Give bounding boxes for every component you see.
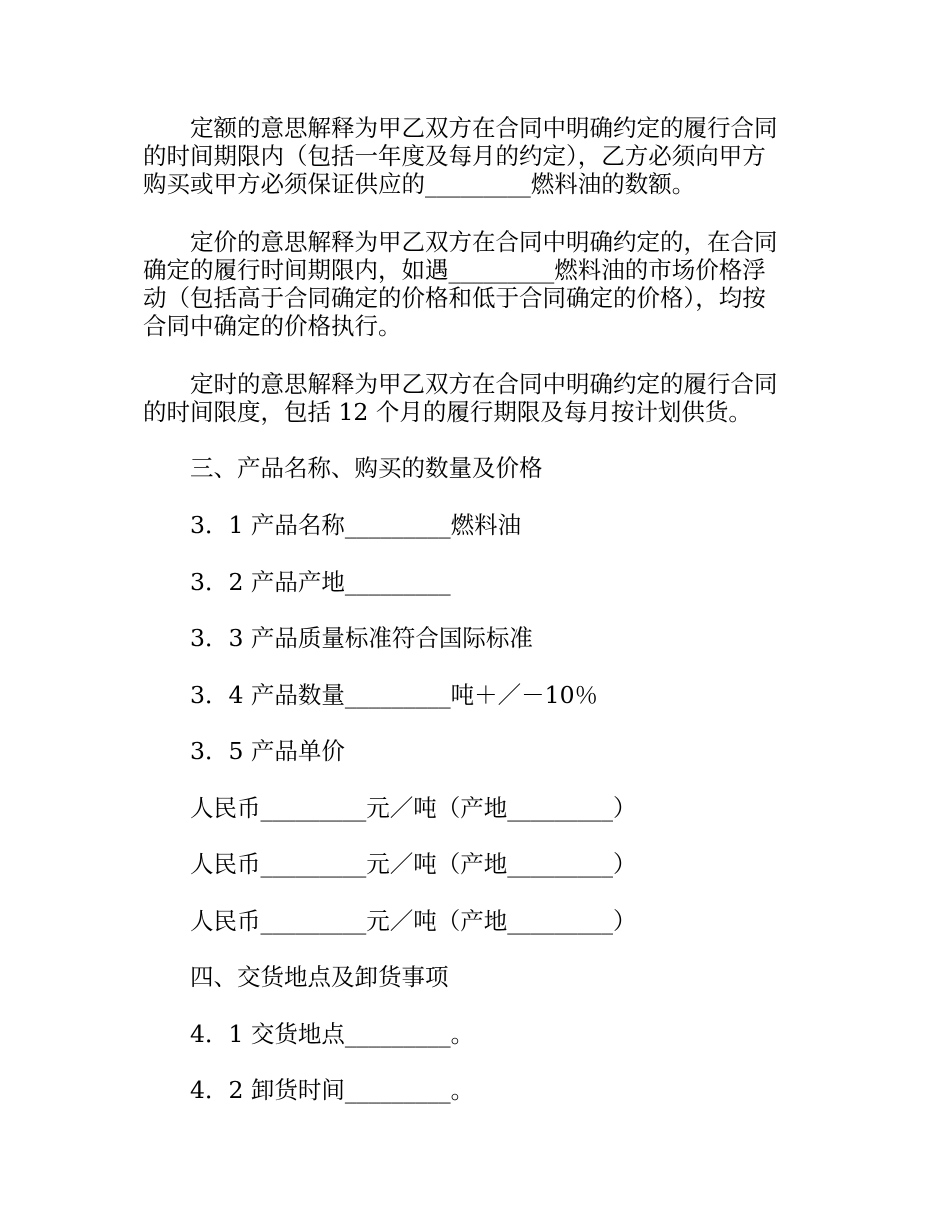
clause-quality-standard: 3．3 产品质量标准符合国际标准 bbox=[190, 624, 533, 652]
paragraph-line: 确定的履行时间期限内，如遇_________燃料油的市场价格浮 bbox=[143, 256, 766, 284]
clause-product-quantity: 3．4 产品数量_________吨＋／－10％ bbox=[190, 681, 599, 709]
clause-product-origin: 3．2 产品产地_________ bbox=[190, 568, 451, 596]
clause-product-name: 3．1 产品名称_________燃料油 bbox=[190, 511, 522, 539]
paragraph-line: 购买或甲方必须保证供应的_________燃料油的数额。 bbox=[143, 170, 696, 198]
price-line-rmb: 人民币_________元／吨（产地_________） bbox=[190, 907, 637, 935]
clause-unit-price: 3．5 产品单价 bbox=[190, 737, 345, 765]
paragraph-line: 的时间期限内（包括一年度及每月的约定），乙方必须向甲方 bbox=[143, 142, 766, 170]
paragraph-quota-definition bbox=[143, 114, 813, 198]
paragraph-line: 合同中确定的价格执行。 bbox=[143, 312, 402, 340]
price-line-rmb: 人民币_________元／吨（产地_________） bbox=[190, 794, 637, 822]
paragraph-line: 定价的意思解释为甲乙双方在合同中明确约定的，在合同 bbox=[190, 228, 778, 256]
section-heading-delivery: 四、交货地点及卸货事项 bbox=[190, 963, 449, 991]
paragraph-line: 动（包括高于合同确定的价格和低于合同确定的价格），均按 bbox=[143, 284, 766, 312]
clause-unloading-time: 4．2 卸货时间_________。 bbox=[190, 1076, 475, 1104]
price-line-rmb: 人民币_________元／吨（产地_________） bbox=[190, 850, 637, 878]
paragraph-line: 的时间限度，包括 12 个月的履行期限及每月按计划供货。 bbox=[143, 398, 752, 426]
clause-delivery-location: 4．1 交货地点_________。 bbox=[190, 1020, 475, 1048]
section-heading-product: 三、产品名称、购买的数量及价格 bbox=[190, 454, 543, 482]
paragraph-line: 定时的意思解释为甲乙双方在合同中明确约定的履行合同 bbox=[190, 370, 778, 398]
paragraph-line: 定额的意思解释为甲乙双方在合同中明确约定的履行合同 bbox=[190, 114, 778, 142]
paragraph-price-definition bbox=[143, 228, 813, 340]
paragraph-time-definition bbox=[143, 370, 813, 426]
